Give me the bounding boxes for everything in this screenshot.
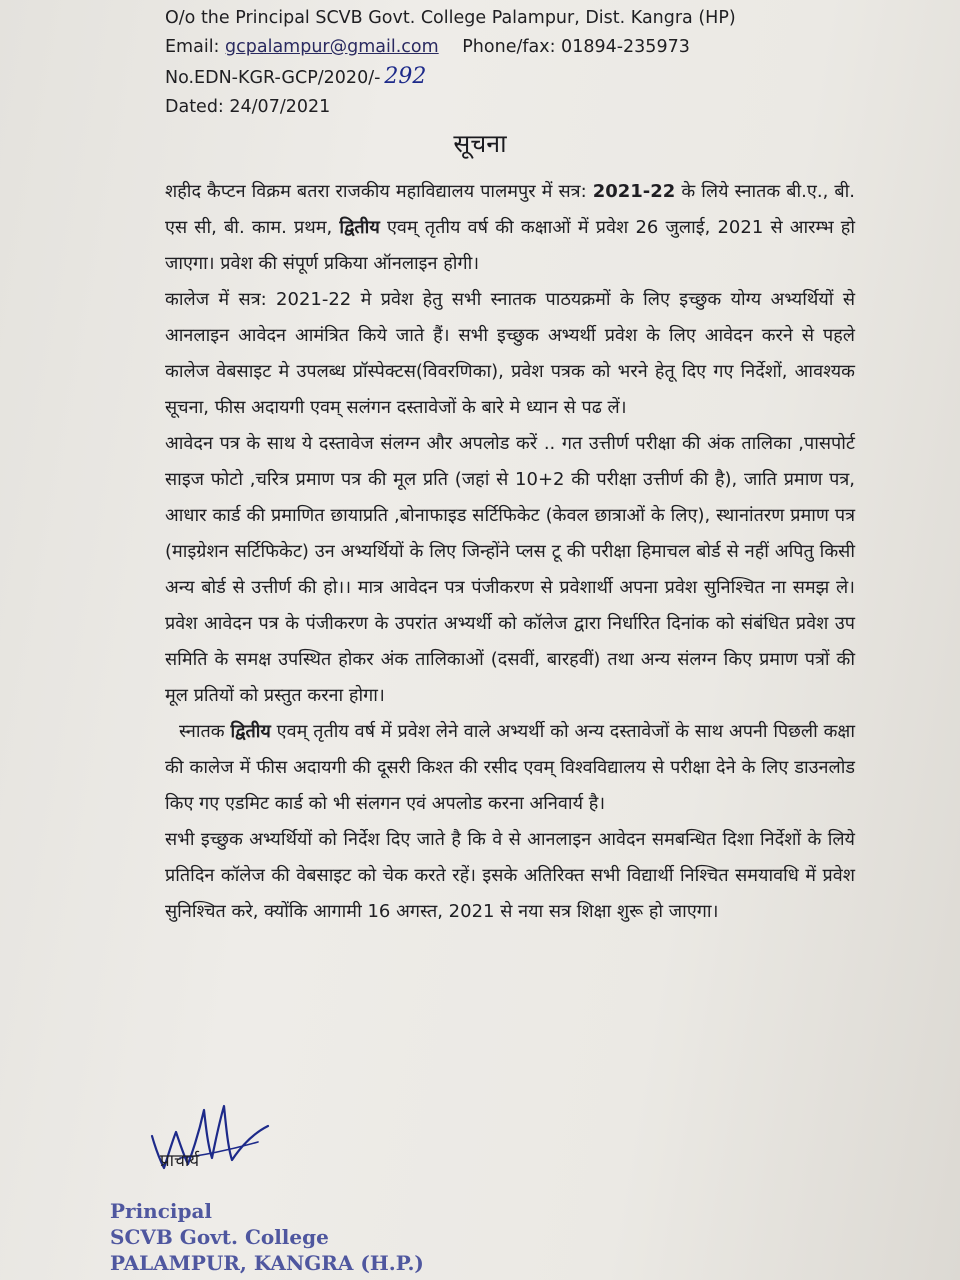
p4-text-a: स्नातक [179,721,231,742]
handwritten-reference: 292 [384,64,427,89]
reference-number [165,62,865,93]
p4-text-b: एवम् तृतीय वर्ष में प्रवेश लेने वाले अभ्यर्थी को अन्य दस्तावेजों के साथ अपनी पिछली कक्षा की कालेज में फीस अदायगी की दूसरी किश्त की रसीद एवम् विश्वविद्यालय से परीक्षा देने के लिए डाउनलोड किए गए एडमिट कार्ड को भी संलगन एवं अपलोड करना अनिवार्य है। [165,721,855,814]
p1-text-c: एवम् तृतीय वर्ष की कक्षाओं में प्रवेश 26 जुलाई, 2021 से आरम्भ हो जाएगा। प्रवेश की संपूर्ण प्रकिया ऑनलाइन होगी। [165,217,855,274]
stamp-line-1: Principal [110,1199,213,1223]
email-label: Email: [165,37,220,57]
office-line: O/o the Principal SCVB Govt. College Palampur, Dist. Kangra (HP) [165,8,736,28]
session-year: 2021-22 [592,181,676,202]
principal-stamp [110,1198,510,1276]
paragraph-3: आवेदन पत्र के साथ ये दस्तावेज संलग्न और अपलोड करें .. गत उत्तीर्ण परीक्षा की अंक तालिका ,पासपोर्ट साइज फोटो ,चरित्र प्रमाण पत्र की मूल प्रति (जहां से 10+2 की परीक्षा उत्तीर्ण की है), जाति प्रमाण पत्र, आधार कार्ड की प्रमाणित छायाप्रति ,बोनाफाइड सर्टिफिकेट (केवल छात्राओं के लिए), स्थानांतरण प्रमाण पत्र (माइग्रेशन सर्टिफिकेट) उन अभ्यर्थियों के लिए जिन्होंने प्लस टू की परीक्षा हिमाचल बोर्ड से नहीं अपितु किसी अन्य बोर्ड से उत्तीर्ण की हो।। मात्र आवेदन पत्र पंजीकरण से प्रवेशार्थी अपना प्रवेश सुनिश्चित ना समझ ले। प्रवेश आवेदन पत्र के पंजीकरण के उपरांत अभ्यर्थी को कॉलेज द्वारा निर्धारित दिनांक को संबंधित प्रवेश उप समिति के समक्ष उपस्थित होकर अंक तालिकाओं (दसवीं, बारहवीं) तथा अन्य संलग्न किए प्रमाण पत्रों की मूल प्रतियों को प्रस्तुत करना होगा। [165,433,855,706]
phone-fax: Phone/fax: 01894-235973 [462,37,690,57]
contact-line [165,33,865,62]
handwritten-signature [140,1098,280,1188]
paragraph-4 [165,714,855,822]
paragraph-2: कालेज में सत्र: 2021-22 मे प्रवेश हेतु सभी स्नातक पाठयक्रमों के लिए इच्छुक योग्य अभ्यर्थियों से आनलाइन आवेदन आमंत्रित किये जाते हैं। सभी इच्छुक अभ्यर्थी प्रवेश के लिए आवेदन करने से पहले कालेज वेबसाइट मे उपलब्ध प्रॉस्पेक्टस(विवरणिका), प्रवेश पत्रक को भरने हेतू दिए गए निर्देशों, आवश्यक सूचना, फीस अदायगी एवम् सलंगन दस्तावेजों के बारे मे ध्यान से पढ लें। [165,289,855,418]
p1-text-a: शहीद कैप्टन विक्रम बतरा राजकीय महाविद्यालय पालमपुर में सत्र: [165,181,593,202]
email-link[interactable]: gcpalampur@gmail.com [225,37,439,57]
reference-prefix: No.EDN-KGR-GCP/2020/- [165,68,381,88]
notice-body [165,174,855,930]
principal-hindi-label: प्राचार्य [160,1151,200,1171]
letterhead [165,4,865,122]
p1-text-b: के लिये स्नातक बी.ए., बी. एस सी, बी. काम. प्रथम, [165,181,855,238]
paragraph-5: सभी इच्छुक अभ्यर्थियों को निर्देश दिए जाते है कि वे से आनलाइन आवेदन समबन्धित दिशा निर्देशों के लिये प्रतिदिन कॉलेज की वेबसाइट को चेक करते रहें। इसके अतिरिक्त सभी विद्यार्थी निश्चित समयावधि में प्रवेश सुनिश्चित करे, क्योंकि आगामी 16 अगस्त, 2021 से नया सत्र शिक्षा शुरू हो जाएगा। [165,829,855,922]
paragraph-1 [165,174,855,282]
dated-line: Dated: 24/07/2021 [165,97,331,117]
second-year-bold: द्वितीय [339,217,380,238]
stamp-line-3: PALAMPUR, KANGRA (H.P.) [110,1251,424,1275]
stamp-line-2: SCVB Govt. College [110,1225,329,1249]
notice-title: सूचना [453,129,507,158]
p4-second-bold: द्वितीय [230,721,271,742]
